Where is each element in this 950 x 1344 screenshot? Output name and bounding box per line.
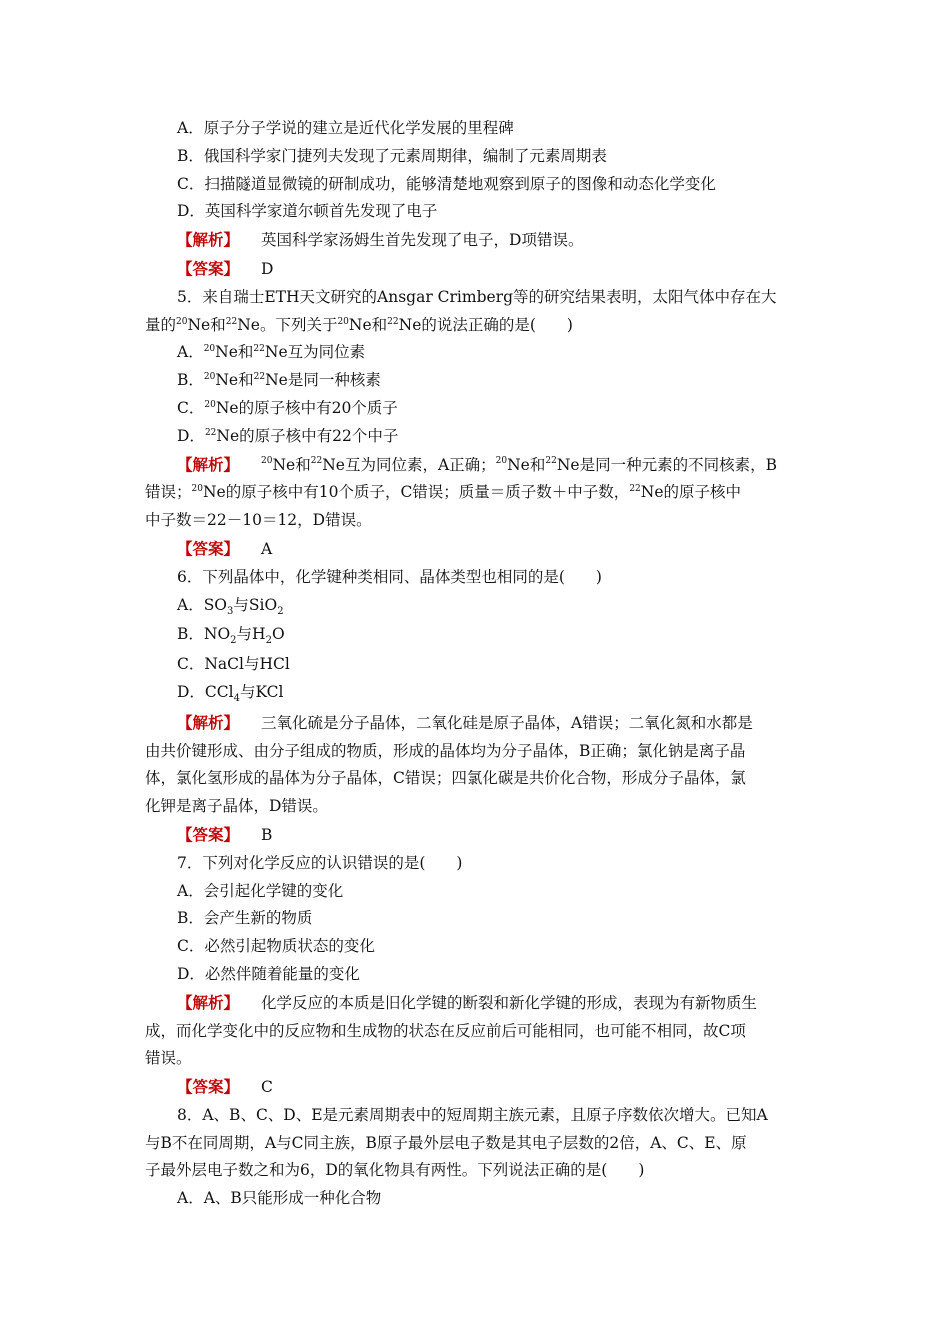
q6-answer-value: B: [261, 825, 273, 844]
answer-tag: 【答案】: [177, 538, 240, 558]
q5-analysis-line3: 中子数＝22－10＝12，D错误。: [145, 511, 372, 530]
analysis-tag: 【解析】: [177, 992, 240, 1012]
answer-tag: 【答案】: [177, 824, 240, 844]
q4-analysis: [145, 226, 810, 255]
q6-option-c: C．NaCl与HCl: [177, 655, 290, 674]
q6-analysis-line3: 体，氯化氢形成的晶体为分子晶体，C错误；四氯化碳是共价化合物，形成分子晶体，氯: [145, 769, 746, 788]
q6-option-a: A．$SO_3$与SiO$_2$: [177, 595, 284, 617]
q6-option-d: D．CCl$_4$与KCl: [177, 682, 284, 704]
q7-answer: [145, 1073, 810, 1102]
q4-answer: [145, 255, 810, 284]
q4-option-b: B．俄国科学家门捷列夫发现了元素周期律，编制了元素周期表: [177, 146, 607, 165]
q4-answer-value: D: [261, 259, 274, 278]
q4-option-a: A．原子分子学说的建立是近代化学发展的里程碑: [177, 119, 514, 137]
q7-option-c: C．必然引起物质状态的变化: [177, 937, 375, 956]
q6-analysis-line1: 【解析】 三氧化硫是分子晶体，二氧化硅是原子晶体，A错误；二氧化氮和水都是: [177, 712, 753, 732]
q4-option-c: C．扫描隧道显微镜的研制成功，能够清楚地观察到原子的图像和动态化学变化: [177, 174, 716, 193]
q5-stem-line2: 量的$^{20}$Ne和$^{22}$Ne。下列关于$^{20}$Ne和$^{22}$Ne的说法正确的是( ): [145, 315, 573, 334]
q5-analysis-line2: 错误；$^{20}$Ne的原子核中有10个质子，C错误；质量＝质子数＋中子数，$^{22}$Ne的原子核中: [145, 483, 742, 502]
q7-answer-value: C: [261, 1078, 273, 1097]
q5-answer: [145, 535, 810, 564]
q7-option-d: D．必然伴随着能量的变化: [177, 964, 360, 983]
q6-analysis-line4: 化钾是离子晶体，D错误。: [145, 797, 328, 816]
q4-analysis-text: 英国科学家汤姆生首先发现了电子，D项错误。: [261, 231, 584, 250]
q7-analysis-line2: 成，而化学变化中的反应物和生成物的状态在反应前后可能相同，也可能不相同，故C项: [145, 1021, 746, 1040]
q6-option-b: B．$NO_2$与$H_2O$: [177, 625, 285, 647]
q6-analysis-line2: 由共价键形成、由分子组成的物质，形成的晶体均为分子晶体，B正确；氯化钠是离子晶: [145, 741, 746, 760]
q5-answer-value: A: [261, 539, 273, 558]
q7-analysis-line3: 错误。: [145, 1049, 192, 1068]
answer-tag: 【答案】: [177, 258, 240, 278]
q5-option-b: B．$^{20}$Ne和$^{22}$Ne是同一种核素: [177, 371, 381, 390]
q7-analysis-line1: 【解析】 化学反应的本质是旧化学键的断裂和新化学键的形成，表现为有新物质生: [177, 992, 758, 1012]
q5-analysis-line1: 【解析】 $^{20}$Ne和$^{22}$Ne互为同位素，A正确；$^{20}$Ne和$^{22}$Ne是同一种元素的不同核素，B: [177, 454, 777, 474]
q6-answer: [145, 821, 810, 850]
q4-option-d: D．英国科学家道尔顿首先发现了电子: [177, 202, 438, 221]
q6-stem: 6．下列晶体中，化学键种类相同、晶体类型也相同的是( ): [177, 567, 602, 586]
answer-tag: 【答案】: [177, 1077, 240, 1097]
q8-stem-line3: 子最外层电子数之和为6，D的氧化物具有两性。下列说法正确的是( ): [145, 1161, 645, 1180]
q7-stem: 7．下列对化学反应的认识错误的是( ): [177, 853, 463, 872]
q5-option-d: D．$^{22}$Ne的原子核中有22个中子: [177, 426, 399, 445]
q8-stem-line2: 与B不在同周期，A与C同主族，B原子最外层电子数是其电子层数的2倍，A、C、E、原: [145, 1133, 747, 1152]
analysis-tag: 【解析】: [177, 454, 240, 474]
q8-stem-line1: 8．A、B、C、D、E是元素周期表中的短周期主族元素，且原子序数依次增大。已知A: [177, 1105, 768, 1124]
analysis-tag: 【解析】: [177, 230, 240, 250]
q8-option-a: A．A、B只能形成一种化合物: [177, 1189, 382, 1208]
q7-option-b: B．会产生新的物质: [177, 909, 313, 928]
q7-option-a: A．会引起化学键的变化: [177, 881, 344, 900]
q5-option-c: C．$^{20}$Ne的原子核中有20个质子: [177, 398, 398, 417]
q5-stem-line1: 5．来自瑞士ETH天文研究的Ansgar Crimberg等的研究结果表明，太阳气体中存在大: [177, 287, 777, 306]
document-page: [145, 115, 810, 1213]
analysis-tag: 【解析】: [177, 712, 240, 732]
q5-option-a: A．$^{20}$Ne和$^{22}$Ne互为同位素: [177, 343, 366, 362]
